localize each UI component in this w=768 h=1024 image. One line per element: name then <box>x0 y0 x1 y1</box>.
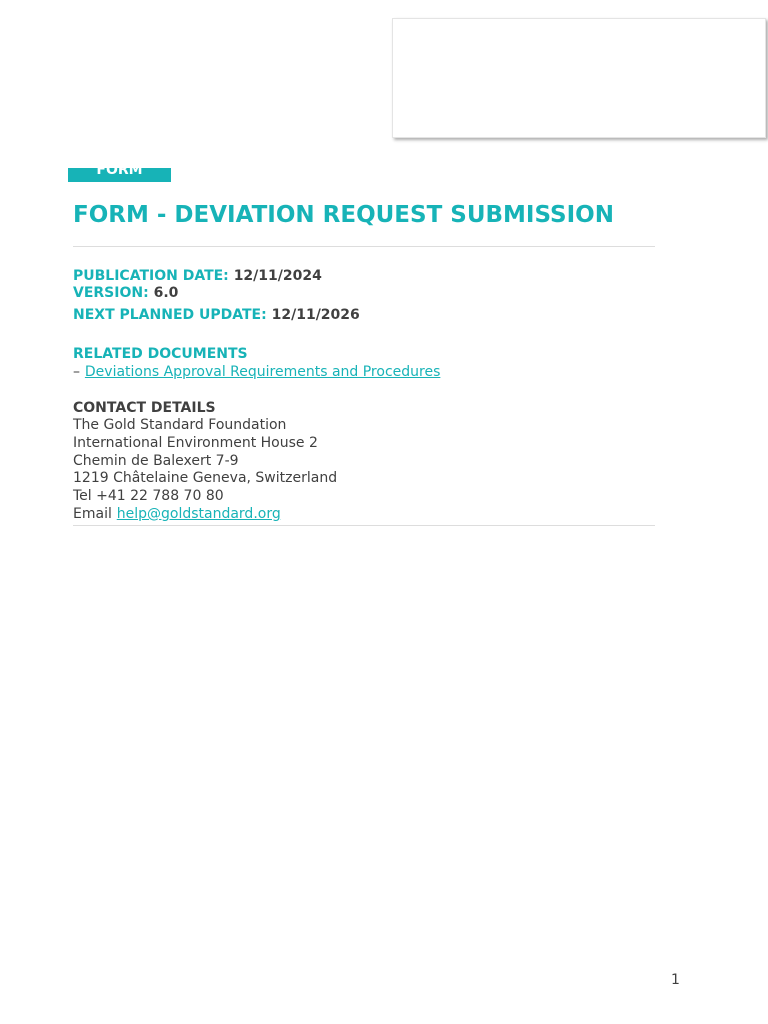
related-document-item <box>73 363 440 381</box>
related-documents-heading: RELATED DOCUMENTS <box>73 346 248 362</box>
contact-email-row <box>73 506 337 524</box>
contact-line: 1219 Châtelaine Geneva, Switzerland <box>73 470 338 487</box>
next-update-label: NEXT PLANNED UPDATE: <box>73 307 267 323</box>
contact-line: The Gold Standard Foundation <box>73 417 287 433</box>
list-bullet: – <box>73 364 80 380</box>
publication-date-row <box>73 267 322 285</box>
contact-details-heading: CONTACT DETAILS <box>73 400 216 416</box>
next-update-row <box>73 306 360 324</box>
version-row <box>73 284 178 302</box>
contact-line: Chemin de Balexert 7-9 <box>73 452 239 469</box>
email-link[interactable]: help@goldstandard.org <box>116 505 281 522</box>
publication-date-value: 12/11/2024 <box>233 268 322 284</box>
email-label: Email <box>73 505 112 522</box>
next-update-value: 12/11/2026 <box>271 307 360 323</box>
header-image-box <box>392 18 766 138</box>
document-type-tag <box>68 162 171 182</box>
contact-line: Tel +41 22 788 70 80 <box>73 488 224 505</box>
related-document-link[interactable]: Deviations Approval Requirements and Procedures <box>84 364 441 380</box>
publication-date-label: PUBLICATION DATE: <box>73 268 229 284</box>
document-type-tag-label: FORM <box>96 162 143 178</box>
document-title: FORM - DEVIATION REQUEST SUBMISSION <box>73 202 614 228</box>
contact-line: International Environment House 2 <box>73 434 318 451</box>
version-value: 6.0 <box>153 285 179 301</box>
page-number: 1 <box>671 972 680 988</box>
contact-address <box>73 417 337 524</box>
version-label: VERSION: <box>73 285 149 301</box>
title-divider <box>73 246 655 247</box>
contact-divider <box>73 525 655 526</box>
